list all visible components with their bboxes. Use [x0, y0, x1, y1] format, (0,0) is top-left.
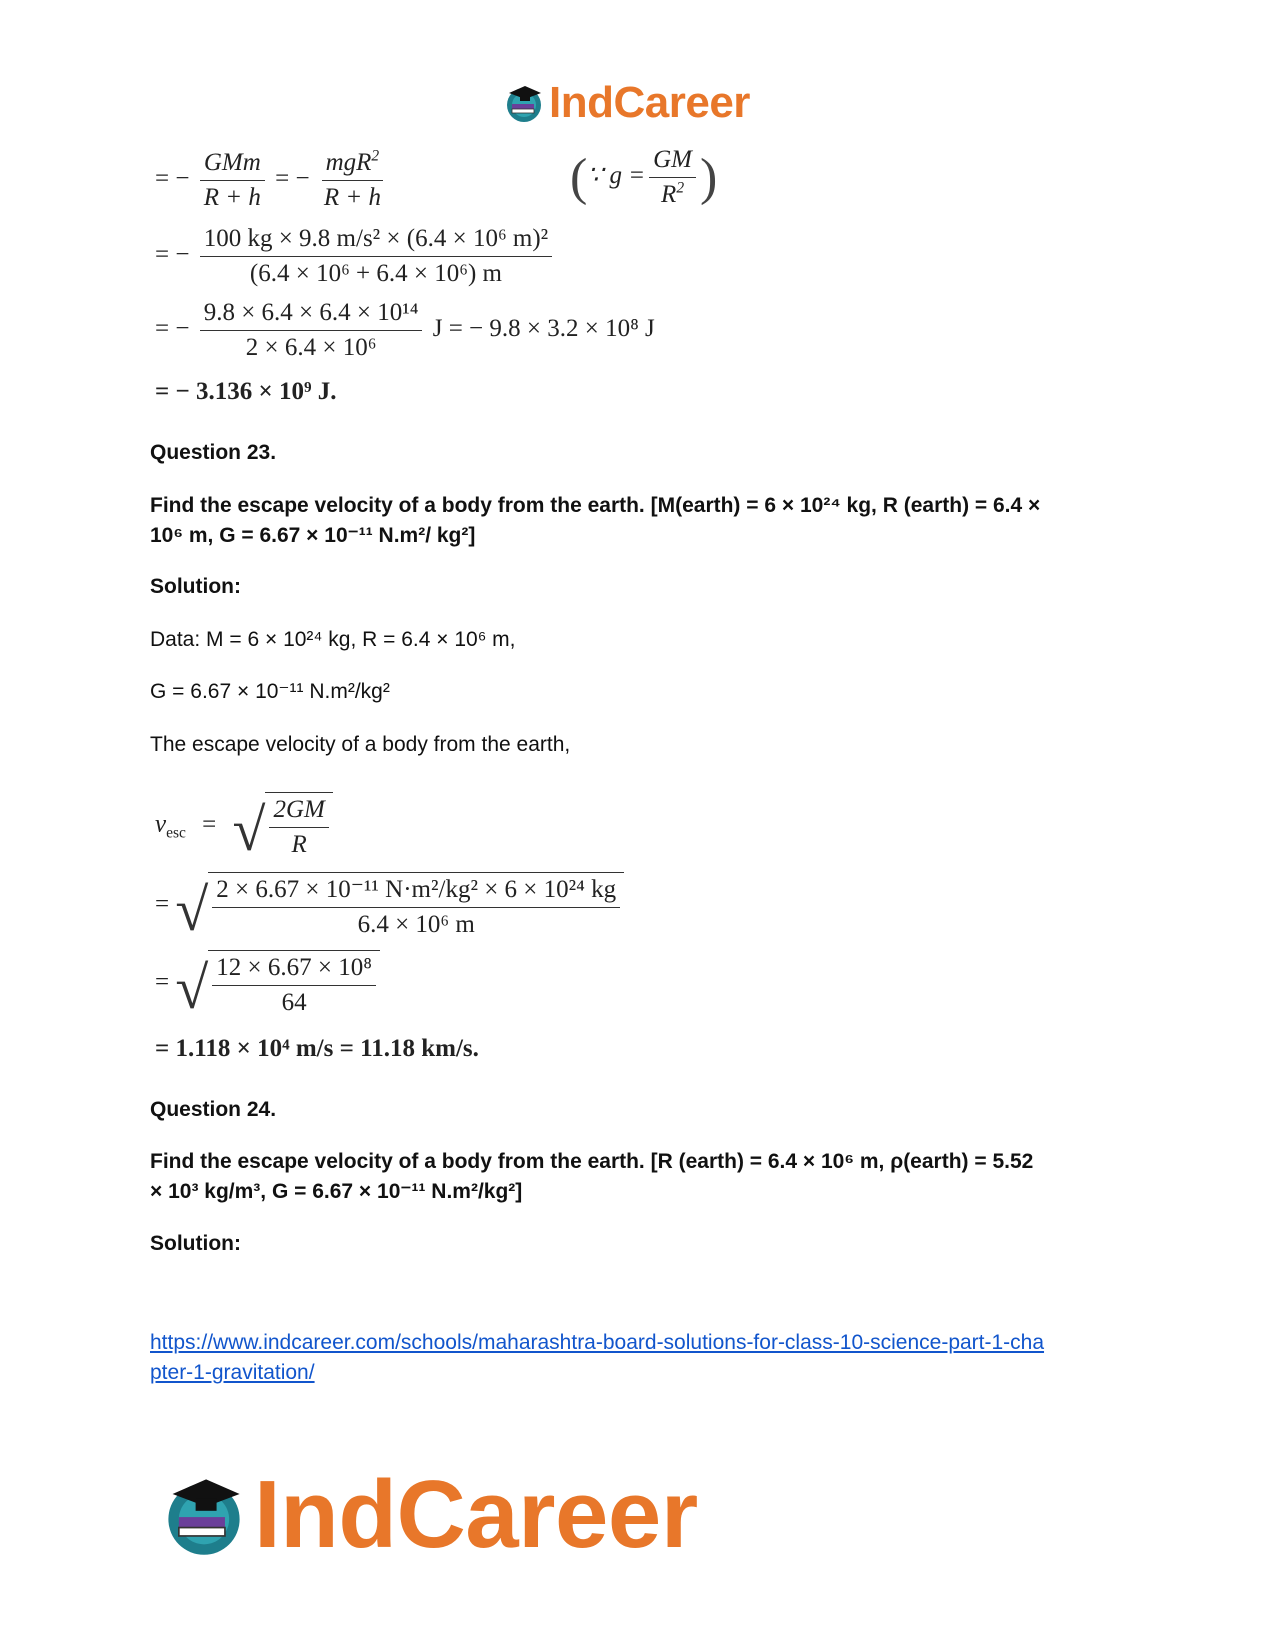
question-24-line2: × 10³ kg/m³, G = 6.67 × 10⁻¹¹ N.m²/kg²] — [150, 1180, 523, 1203]
prev-solution-line1: = − $\frac{\text{GMm}}{R + h}$ = − $\frac{mgR^2}{R + h}$ — [155, 148, 389, 213]
frac-den: 6.4 × 10⁶ m — [357, 911, 475, 938]
frac-num: 12 × 6.67 × 10⁸ — [212, 953, 376, 986]
frac-num: mgR — [325, 149, 372, 176]
graduation-cap-globe-icon — [503, 82, 545, 124]
frac-num: 2 × 6.67 × 10⁻¹¹ N·m²/kg² × 6 × 10²⁴ kg — [212, 875, 620, 908]
frac-num: 9.8 × 6.4 × 6.4 × 10¹⁴ — [200, 298, 423, 331]
question-23-text — [150, 491, 1130, 551]
frac-den: R — [291, 831, 307, 858]
escape-eq3: = √ $\frac{\text{12 × 6.67 × 10⁸}}{64}$ — [155, 950, 380, 1018]
source-link-line2[interactable]: pter-1-gravitation/ — [150, 1361, 315, 1384]
prev-solution-line3: = − $\frac{\text{9.8 × 6.4 × 6.4 × 10¹⁴}}{\text{2 × 6.4 × 10⁶}}$ J = − 9.8 × 3.2 × 10⁸ J — [155, 299, 655, 361]
data-line1: Data: M = 6 × 10²⁴ kg, R = 6.4 × 10⁶ m, — [150, 628, 516, 651]
question-23-line1: Find the escape velocity of a body from the earth. [M(earth) = 6 × 10²⁴ kg, R (earth) = 6.4 × — [150, 494, 1041, 517]
header-logo — [503, 78, 750, 128]
escape-eq1: $v_{esc}$ = √ $\frac{2GM}{R}$ — [155, 792, 333, 860]
escape-result: = 1.118 × 10⁴ m/s = 11.18 km/s. — [155, 1035, 479, 1062]
question-23-heading: Question 23. — [150, 441, 277, 464]
source-link-line1[interactable]: https://www.indcareer.com/schools/maharashtra-board-solutions-for-class-10-science-part-1-cha — [150, 1331, 1045, 1354]
footer-logo — [160, 1461, 698, 1568]
prev-solution-line2: = − $\frac{\text{100 kg × 9.8 m/s² × (6.4 × 10⁶ m)²}}{\text{(6.4 × 10⁶ + 6.4 × 10⁶) m}}$ — [155, 224, 556, 289]
frac-den: R + h — [323, 184, 381, 211]
question-24-text — [150, 1147, 1130, 1207]
prev-solution-result: = − 3.136 × 10⁹ J. — [155, 378, 337, 405]
logo-wordmark: IndCareer — [254, 1461, 698, 1568]
frac-num: GM — [649, 145, 696, 178]
frac-den: (6.4 × 10⁶ + 6.4 × 10⁶) m — [249, 260, 502, 287]
graduation-cap-globe-icon — [160, 1471, 248, 1559]
v-subscript: esc — [166, 824, 186, 842]
question-24-heading: Question 24. — [150, 1098, 277, 1121]
solution-label-24: Solution: — [150, 1232, 241, 1255]
escape-eq2: = √ $\frac{\text{2 × 6.67 × 10⁻¹¹ N·m²/kg² × 6 × 10²⁴ kg}}{\text{6.4 × 10⁶ m}}$ — [155, 872, 624, 940]
escape-velocity-intro: The escape velocity of a body from the earth, — [150, 733, 571, 756]
prev-solution-note: (∵ g = $\frac{GM}{R^2}$ ) — [570, 146, 718, 208]
question-24-line1: Find the escape velocity of a body from the earth. [R (earth) = 6.4 × 10⁶ m, ρ(earth) = 5.52 — [150, 1150, 1034, 1173]
data-line2: G = 6.67 × 10⁻¹¹ N.m²/kg² — [150, 680, 390, 703]
frac-num: 2GM — [269, 795, 328, 828]
frac-den: 64 — [281, 989, 307, 1016]
frac-num: 100 kg × 9.8 m/s² × (6.4 × 10⁶ m)² — [200, 224, 552, 257]
v-symbol: v — [155, 810, 167, 838]
logo-wordmark: IndCareer — [549, 78, 750, 127]
frac-den: R — [661, 181, 677, 208]
source-link[interactable] — [150, 1328, 1150, 1388]
because-text: ∵ g = — [587, 162, 646, 190]
question-23-line2: 10⁶ m, G = 6.67 × 10⁻¹¹ N.m²/ kg²] — [150, 524, 476, 547]
line3-rest: J = − 9.8 × 3.2 × 10⁸ J — [432, 315, 655, 343]
frac-num: GMm — [200, 148, 265, 181]
solution-label-23: Solution: — [150, 575, 241, 598]
frac-den: R + h — [203, 184, 261, 211]
frac-den: 2 × 6.4 × 10⁶ — [245, 334, 377, 361]
